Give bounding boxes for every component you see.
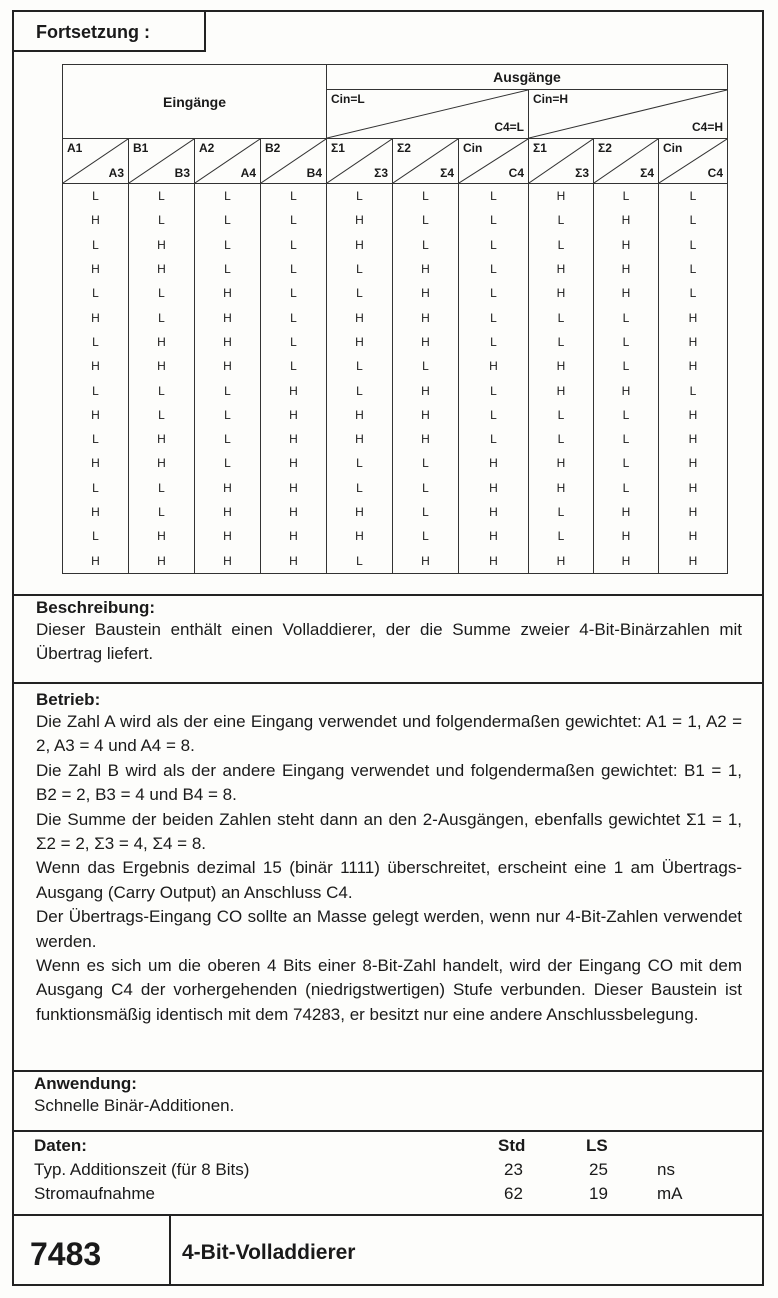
table-cell: L — [327, 257, 393, 281]
betrieb-section — [12, 690, 764, 1027]
table-cell: H — [327, 208, 393, 232]
table-cell: L — [459, 184, 529, 209]
beschreibung-heading: Beschreibung: — [36, 598, 156, 617]
table-cell: H — [195, 476, 261, 500]
betrieb-paragraph: Die Zahl A wird als der eine Eingang verwendet und folgendermaßen gewichtet: A1 = 1, A2 = 2, A3 = 4 und A4 = 8. — [36, 712, 742, 756]
table-cell: L — [327, 476, 393, 500]
table-cell: H — [327, 427, 393, 451]
column-header-top: Σ1 — [331, 141, 345, 155]
column-header-top: Cin — [463, 141, 483, 155]
table-cell: L — [327, 281, 393, 305]
table-cell: H — [459, 476, 529, 500]
table-cell: L — [529, 305, 594, 329]
table-cell: L — [594, 305, 659, 329]
table-row — [63, 281, 728, 305]
table-cell: L — [261, 281, 327, 305]
table-cell: L — [327, 354, 393, 378]
betrieb-paragraph: Wenn das Ergebnis dezimal 15 (binär 1111) überschreitet, erscheint eine 1 am Übertrags-Ausgang (Carry Output) an Anschluss C4. — [36, 858, 742, 902]
table-cell: H — [529, 354, 594, 378]
table-cell: L — [459, 427, 529, 451]
betrieb-paragraph: Wenn es sich um die oberen 4 Bits einer 8-Bit-Zahl handelt, wird der Eingang CO mit dem Ausgang C4 der vorhergehenden (niedrigstwertigen) Stufe verbunden. Dieser Baustein ist funktionsmäßig identisch mit dem 74283, er besitzt nur eine andere Anschlussbelegung. — [36, 956, 742, 1024]
table-cell: L — [459, 305, 529, 329]
table-cell: H — [63, 305, 129, 329]
table-cell: H — [195, 330, 261, 354]
table-cell: L — [63, 378, 129, 402]
daten-col-ls: LS — [586, 1136, 608, 1155]
table-row — [63, 524, 728, 548]
table-cell: L — [594, 184, 659, 209]
divider — [12, 682, 764, 684]
group2-top-label: Cin=H — [533, 92, 569, 106]
table-cell: H — [393, 305, 459, 329]
table-row — [63, 233, 728, 257]
table-cell: H — [459, 451, 529, 475]
table-cell: H — [129, 427, 195, 451]
table-cell: H — [63, 500, 129, 524]
daten-row-ls: 19 — [589, 1184, 608, 1203]
table-cell: L — [327, 548, 393, 573]
table-cell: H — [659, 500, 728, 524]
table-cell: H — [594, 548, 659, 573]
table-cell: L — [659, 257, 728, 281]
table-cell: L — [261, 257, 327, 281]
table-cell: L — [129, 500, 195, 524]
column-header-top: Σ2 — [598, 141, 612, 155]
inputs-header: Eingänge — [63, 65, 327, 139]
table-row — [63, 378, 728, 402]
table-cell: L — [63, 330, 129, 354]
daten-row-unit: ns — [657, 1160, 675, 1179]
beschreibung-section — [12, 598, 764, 667]
table-cell: H — [659, 403, 728, 427]
table-cell: H — [129, 548, 195, 573]
table-cell: H — [529, 476, 594, 500]
column-header — [129, 139, 195, 184]
table-cell: H — [261, 378, 327, 402]
column-header-bottom: A4 — [240, 166, 256, 180]
table-cell: L — [659, 233, 728, 257]
beschreibung-text: Dieser Baustein enthält einen Volladdierer, der die Summe zweier 4-Bit-Binärzahlen mit Übertrag liefert. — [36, 620, 742, 664]
table-row — [63, 403, 728, 427]
table-cell: H — [659, 427, 728, 451]
column-header — [659, 139, 728, 184]
column-header-bottom: B4 — [306, 166, 322, 180]
table-cell: H — [261, 427, 327, 451]
table-cell: L — [129, 476, 195, 500]
column-header-bottom: C4 — [707, 166, 723, 180]
table-cell: H — [129, 451, 195, 475]
table-cell: L — [659, 378, 728, 402]
column-header — [327, 139, 393, 184]
table-cell: L — [327, 378, 393, 402]
table-cell: H — [594, 208, 659, 232]
table-cell: H — [327, 305, 393, 329]
betrieb-paragraph: Die Summe der beiden Zahlen steht dann an den 2-Ausgängen, ebenfalls gewichtet Σ1 = 1, Σ2 = 2, Σ3 = 4, Σ4 = 8. — [36, 809, 742, 854]
table-cell: H — [261, 476, 327, 500]
table-cell: L — [393, 233, 459, 257]
table-cell: H — [129, 354, 195, 378]
anwendung-section — [12, 1074, 764, 1118]
table-cell: H — [261, 500, 327, 524]
table-cell: L — [129, 378, 195, 402]
daten-row-unit: mA — [657, 1184, 683, 1203]
table-cell: L — [195, 208, 261, 232]
table-row — [63, 476, 728, 500]
table-cell: H — [659, 476, 728, 500]
betrieb-paragraph: Die Zahl B wird als der andere Eingang verwendet und folgendermaßen gewichtet: B1 = 1, B2 = 2, B3 = 4 und B4 = 8. — [36, 760, 742, 805]
column-header — [261, 139, 327, 184]
table-cell: L — [261, 330, 327, 354]
daten-heading: Daten: — [34, 1136, 87, 1155]
table-cell: H — [327, 330, 393, 354]
table-cell: H — [327, 500, 393, 524]
table-cell: L — [261, 354, 327, 378]
group1-bottom-label: C4=L — [494, 120, 524, 134]
table-cell: H — [129, 524, 195, 548]
table-cell: L — [529, 500, 594, 524]
table-cell: L — [393, 500, 459, 524]
table-cell: H — [594, 233, 659, 257]
table-cell: L — [129, 281, 195, 305]
daten-row-ls: 25 — [589, 1160, 608, 1179]
footer-separator — [169, 1216, 171, 1286]
table-row — [63, 330, 728, 354]
table-cell: L — [261, 233, 327, 257]
table-cell: H — [327, 403, 393, 427]
table-cell: H — [594, 257, 659, 281]
table-cell: H — [459, 354, 529, 378]
table-row — [63, 208, 728, 232]
table-cell: H — [659, 354, 728, 378]
daten-row-label: Typ. Additionszeit (für 8 Bits) — [34, 1160, 250, 1179]
table-cell: H — [529, 257, 594, 281]
table-cell: H — [393, 281, 459, 305]
table-cell: L — [393, 451, 459, 475]
table-cell: L — [594, 451, 659, 475]
table-cell: L — [63, 524, 129, 548]
part-number: 7483 — [30, 1236, 102, 1272]
table-cell: L — [594, 330, 659, 354]
group-cin-low — [327, 90, 529, 139]
table-cell: H — [63, 451, 129, 475]
table-cell: L — [459, 233, 529, 257]
table-cell: L — [459, 330, 529, 354]
table-row — [63, 184, 728, 209]
column-header-bottom: Σ3 — [575, 166, 589, 180]
table-cell: L — [594, 427, 659, 451]
table-cell: L — [129, 305, 195, 329]
table-cell: L — [529, 524, 594, 548]
table-row — [63, 257, 728, 281]
table-cell: L — [261, 184, 327, 209]
table-cell: L — [529, 403, 594, 427]
table-cell: H — [529, 378, 594, 402]
column-header-top: Cin — [663, 141, 683, 155]
table-row — [63, 548, 728, 573]
daten-col-std: Std — [498, 1136, 526, 1155]
table-cell: H — [393, 427, 459, 451]
table-cell: H — [393, 403, 459, 427]
column-header-top: B1 — [133, 141, 149, 155]
table-cell: H — [63, 208, 129, 232]
table-cell: H — [195, 500, 261, 524]
table-cell: H — [529, 451, 594, 475]
table-cell: L — [63, 427, 129, 451]
table-cell: H — [659, 524, 728, 548]
table-cell: H — [393, 330, 459, 354]
column-header-bottom: Σ4 — [440, 166, 454, 180]
daten-row-std: 23 — [504, 1160, 523, 1179]
table-cell: L — [63, 233, 129, 257]
truth-table — [62, 64, 728, 574]
table-cell: L — [459, 281, 529, 305]
table-cell: L — [529, 208, 594, 232]
table-cell: H — [195, 281, 261, 305]
table-cell: L — [594, 354, 659, 378]
table-cell: H — [659, 330, 728, 354]
table-cell: L — [195, 184, 261, 209]
divider — [12, 1214, 764, 1216]
table-cell: L — [195, 378, 261, 402]
table-cell: L — [195, 233, 261, 257]
table-cell: H — [529, 184, 594, 209]
table-cell: L — [327, 184, 393, 209]
column-header — [393, 139, 459, 184]
table-cell: H — [594, 378, 659, 402]
column-header — [195, 139, 261, 184]
table-cell: H — [459, 548, 529, 573]
table-cell: L — [261, 305, 327, 329]
table-cell: H — [261, 548, 327, 573]
table-cell: H — [261, 403, 327, 427]
column-header-top: Σ1 — [533, 141, 547, 155]
anwendung-heading: Anwendung: — [34, 1074, 137, 1093]
table-cell: L — [459, 378, 529, 402]
column-header-top: Σ2 — [397, 141, 411, 155]
table-row — [63, 305, 728, 329]
divider — [12, 1070, 764, 1072]
group2-bottom-label: C4=H — [691, 120, 723, 134]
column-header-top: A1 — [67, 141, 83, 155]
table-cell: L — [459, 208, 529, 232]
table-cell: H — [529, 548, 594, 573]
table-cell: H — [659, 451, 728, 475]
table-cell: H — [129, 330, 195, 354]
betrieb-heading: Betrieb: — [36, 690, 101, 709]
table-cell: L — [195, 403, 261, 427]
table-cell: L — [529, 330, 594, 354]
table-cell: H — [261, 524, 327, 548]
table-cell: L — [63, 281, 129, 305]
table-cell: L — [459, 257, 529, 281]
anwendung-text: Schnelle Binär-Additionen. — [34, 1096, 235, 1115]
table-cell: H — [195, 305, 261, 329]
table-cell: L — [195, 427, 261, 451]
daten-row-label: Stromaufnahme — [34, 1184, 155, 1203]
table-cell: H — [659, 305, 728, 329]
table-cell: H — [594, 281, 659, 305]
table-cell: H — [195, 548, 261, 573]
table-cell: H — [393, 378, 459, 402]
table-cell: H — [63, 548, 129, 573]
table-cell: H — [63, 354, 129, 378]
table-cell: L — [393, 524, 459, 548]
table-row — [63, 354, 728, 378]
part-title: 4-Bit-Volladdierer — [182, 1241, 356, 1264]
table-row — [63, 451, 728, 475]
table-cell: L — [659, 281, 728, 305]
table-cell: L — [63, 184, 129, 209]
table-cell: L — [261, 208, 327, 232]
table-cell: H — [659, 548, 728, 573]
table-cell: H — [594, 500, 659, 524]
table-cell: H — [327, 233, 393, 257]
table-cell: H — [195, 354, 261, 378]
table-cell: L — [459, 403, 529, 427]
table-cell: H — [459, 524, 529, 548]
divider — [12, 1130, 764, 1132]
table-cell: L — [327, 451, 393, 475]
table-cell: H — [327, 524, 393, 548]
table-cell: H — [529, 281, 594, 305]
table-cell: H — [459, 500, 529, 524]
table-cell: H — [129, 257, 195, 281]
table-cell: L — [63, 476, 129, 500]
table-cell: L — [529, 233, 594, 257]
table-cell: H — [129, 233, 195, 257]
table-cell: L — [659, 184, 728, 209]
table-cell: L — [129, 208, 195, 232]
header-title: Fortsetzung : — [36, 22, 150, 42]
column-header-top: A2 — [199, 141, 215, 155]
column-header-top: B2 — [265, 141, 281, 155]
column-header-bottom: Σ3 — [374, 166, 388, 180]
table-cell: H — [393, 548, 459, 573]
table-cell: H — [261, 451, 327, 475]
outputs-header: Ausgänge — [327, 65, 728, 90]
table-cell: L — [393, 476, 459, 500]
table-row — [63, 500, 728, 524]
column-header — [529, 139, 594, 184]
daten-row-std: 62 — [504, 1184, 523, 1203]
column-header-bottom: Σ4 — [640, 166, 654, 180]
table-cell: L — [393, 354, 459, 378]
table-cell: L — [129, 184, 195, 209]
group-cin-high — [529, 90, 728, 139]
table-cell: L — [393, 184, 459, 209]
group1-top-label: Cin=L — [331, 92, 365, 106]
table-cell: H — [63, 403, 129, 427]
column-header-bottom: C4 — [508, 166, 524, 180]
table-cell: L — [129, 403, 195, 427]
column-header-bottom: A3 — [108, 166, 124, 180]
table-cell: L — [594, 476, 659, 500]
betrieb-paragraph: Der Übertrags-Eingang CO sollte an Masse gelegt werden, wenn nur 4-Bit-Zahlen verwendet werden. — [36, 907, 742, 951]
table-cell: L — [195, 451, 261, 475]
continuation-header — [12, 10, 206, 52]
table-cell: L — [659, 208, 728, 232]
column-header-bottom: B3 — [174, 166, 190, 180]
column-header — [594, 139, 659, 184]
table-cell: L — [393, 208, 459, 232]
table-row — [63, 427, 728, 451]
column-header — [63, 139, 129, 184]
table-cell: L — [594, 403, 659, 427]
table-cell: H — [195, 524, 261, 548]
table-cell: L — [195, 257, 261, 281]
table-cell: H — [393, 257, 459, 281]
table-cell: H — [594, 524, 659, 548]
divider — [12, 594, 764, 596]
table-cell: L — [529, 427, 594, 451]
table-cell: H — [63, 257, 129, 281]
column-header — [459, 139, 529, 184]
